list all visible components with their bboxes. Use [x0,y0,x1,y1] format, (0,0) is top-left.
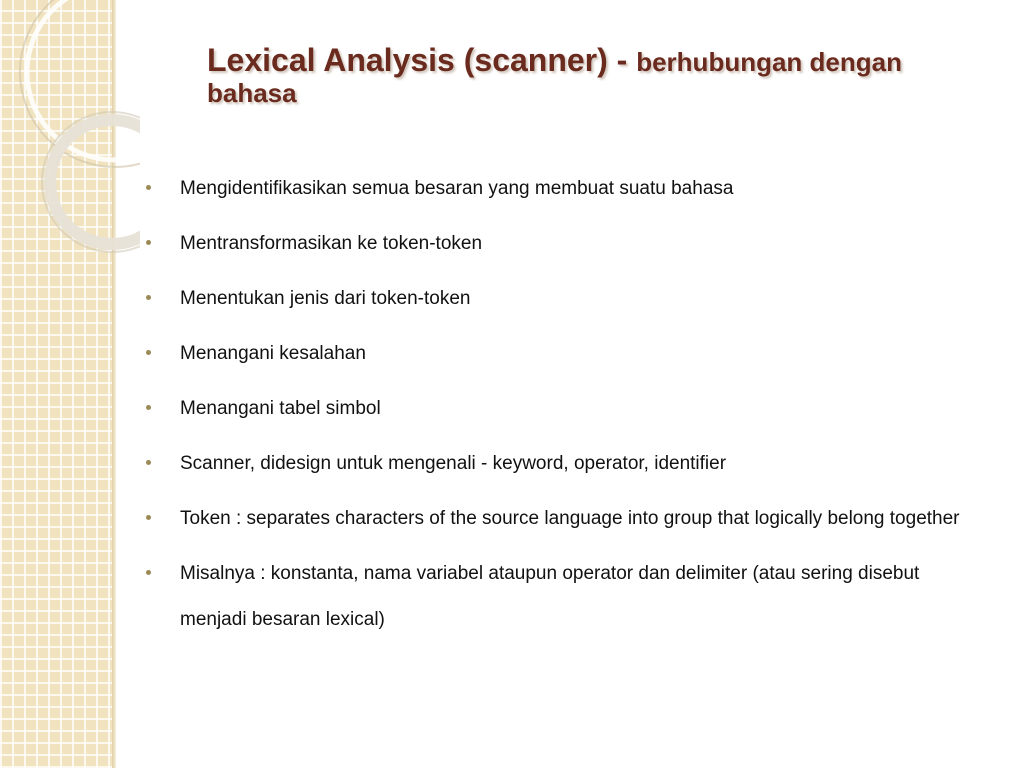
list-item [146,551,966,643]
list-item [146,496,966,542]
list-item [146,386,966,432]
bullet-dot-icon [146,460,151,465]
bullet-text: Menentukan jenis dari token-token [180,288,471,309]
bullet-text: Scanner, didesign untuk mengenali - keyword, operator, identifier [180,453,727,474]
bullet-dot-icon [146,350,151,355]
list-item [146,221,966,267]
list-item [146,166,966,212]
slide-title [207,42,927,109]
bullet-dot-icon [146,185,151,190]
bullet-dot-icon [146,515,151,520]
bullet-dot-icon [146,405,151,410]
title-main: Lexical Analysis (scanner) - [207,42,637,78]
list-item [146,331,966,377]
bullet-text: Mengidentifikasikan semua besaran yang membuat suatu bahasa [180,178,734,199]
bullet-text: Menangani kesalahan [180,343,366,364]
ring-decoration-icon [0,0,140,260]
list-item [146,441,966,487]
bullet-dot-icon [146,240,151,245]
bullet-text: Misalnya : konstanta, nama variabel ataupun operator dan delimiter (atau sering disebut menjadi besaran lexical) [180,563,920,630]
bullet-dot-icon [146,570,151,575]
bullet-text: Token : separates characters of the source language into group that logically belong together [180,508,960,529]
list-item [146,276,966,322]
bullet-text: Menangani tabel simbol [180,398,381,419]
bullet-list [146,166,966,652]
bullet-dot-icon [146,295,151,300]
bullet-text: Mentransformasikan ke token-token [180,233,483,254]
title-sub: berhubungan dengan bahasa [207,47,902,108]
